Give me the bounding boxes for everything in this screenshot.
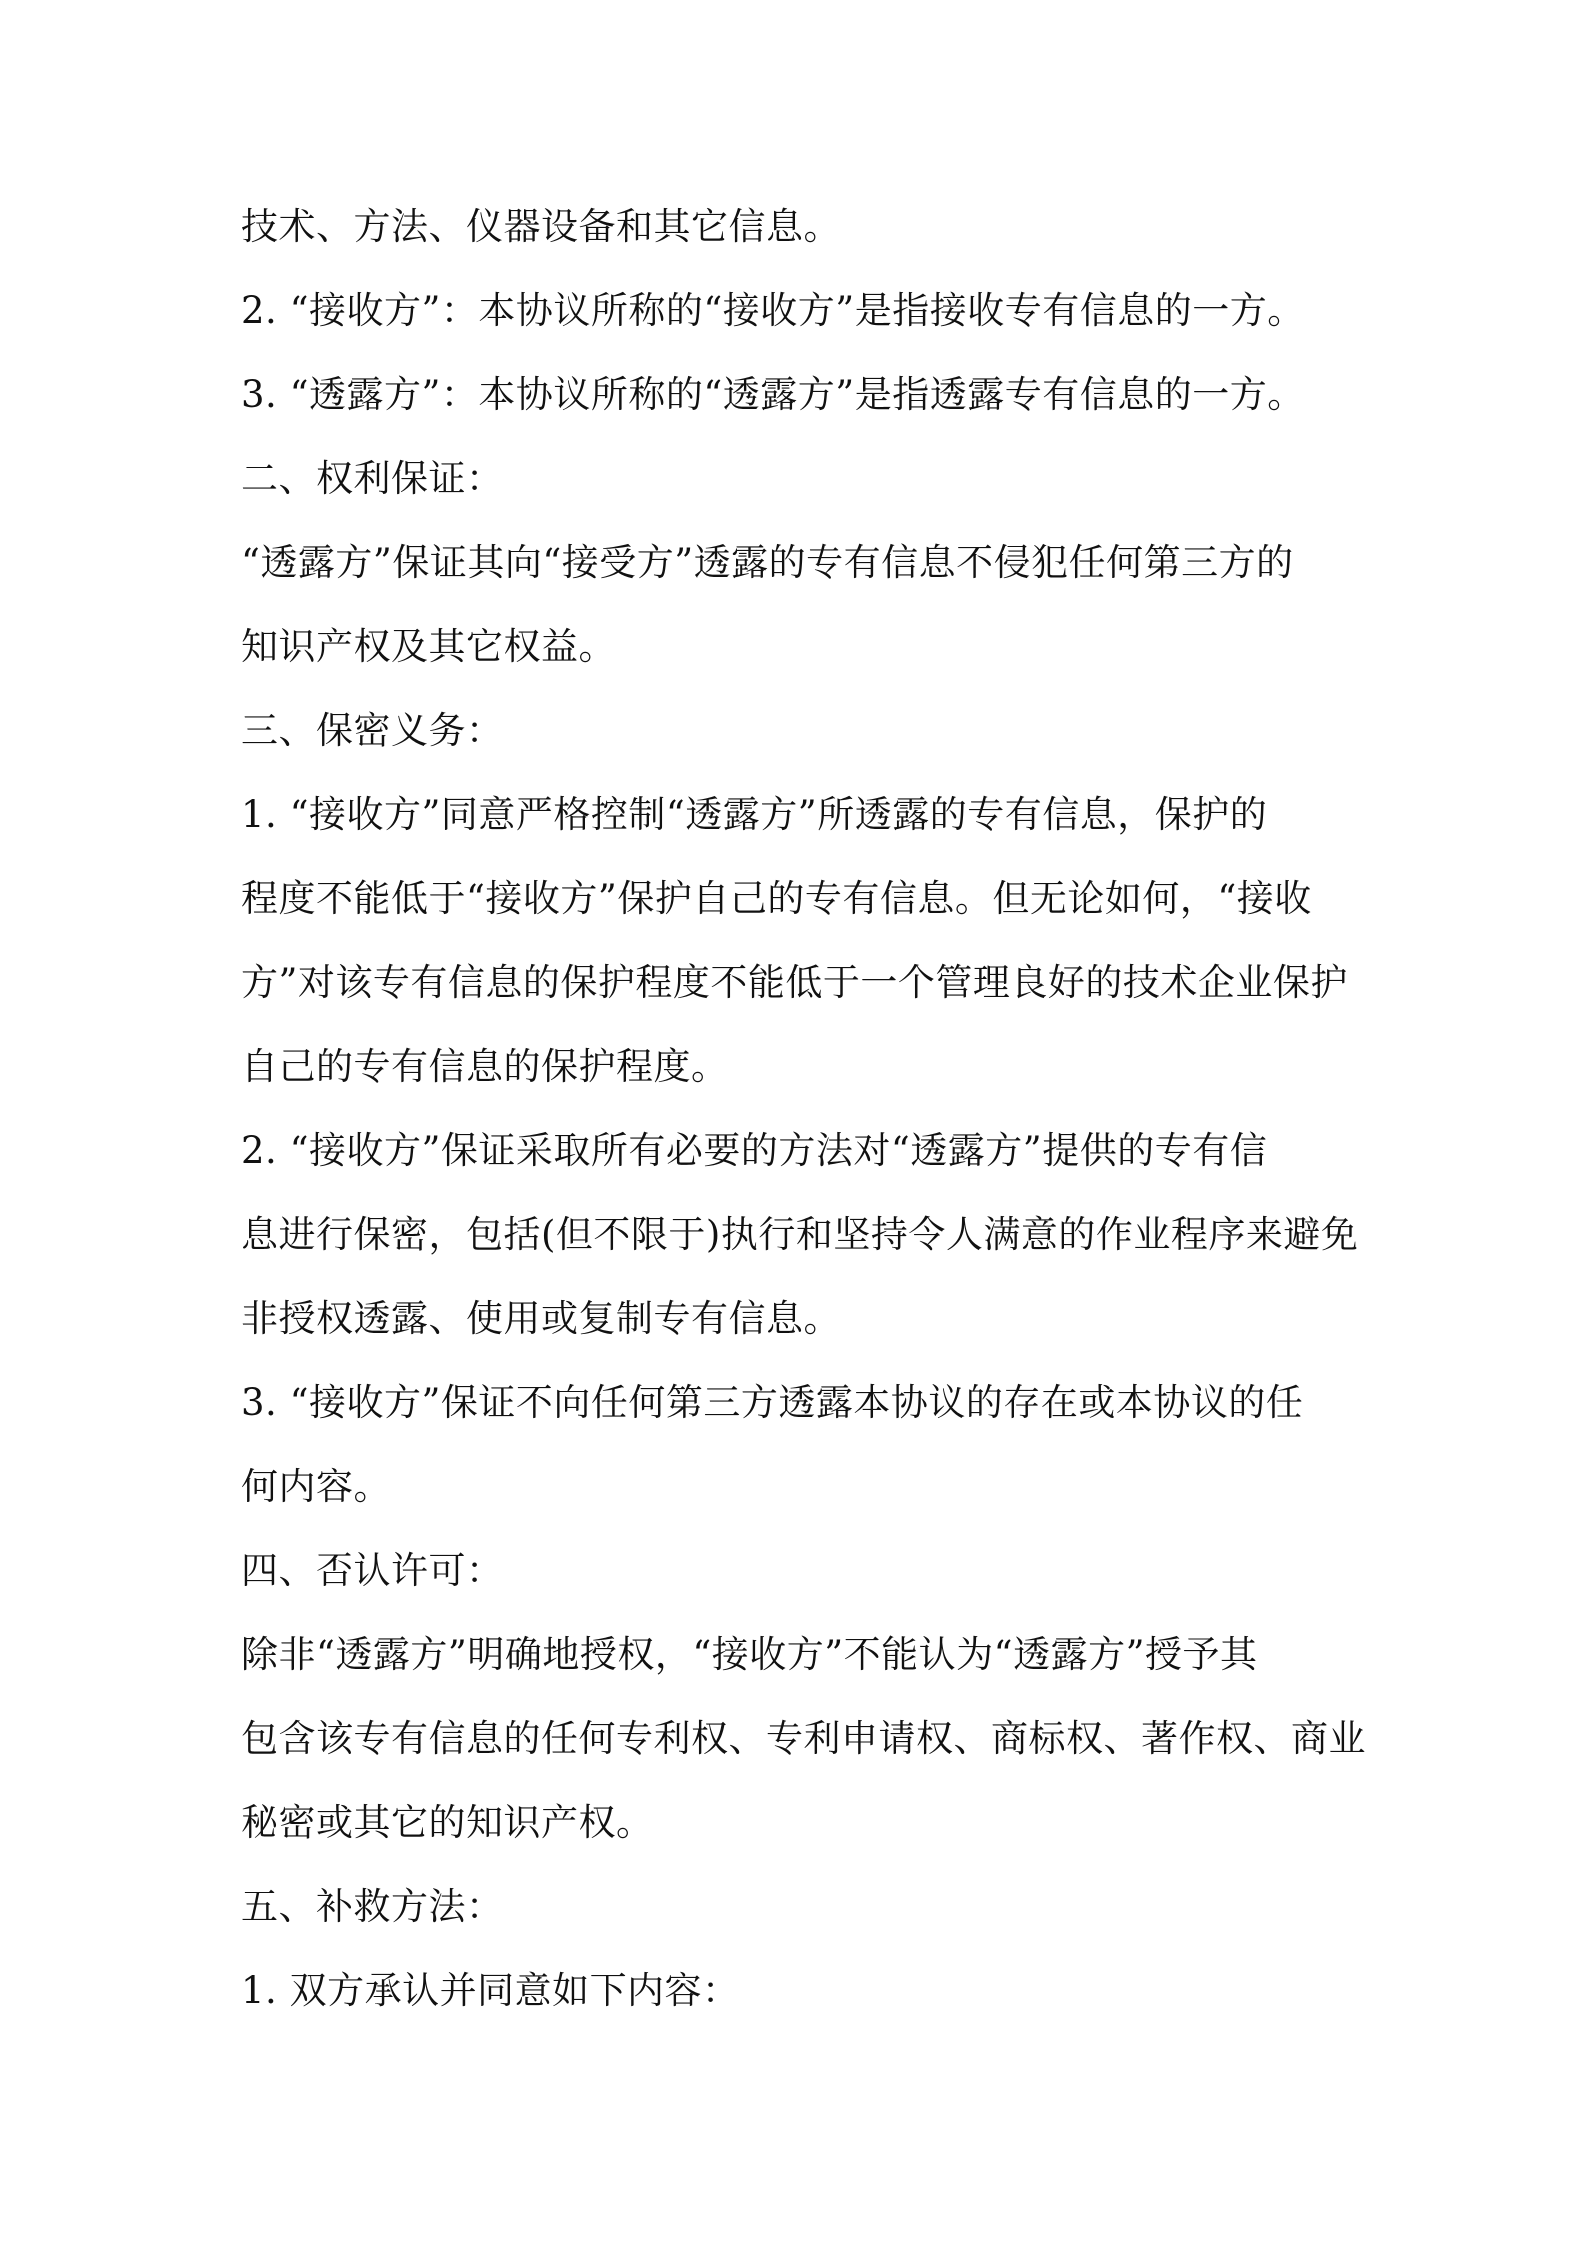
paragraph-line: 3. “接收方”保证不向任何第三方透露本协议的存在或本协议的任 xyxy=(241,1381,1304,1424)
paragraph-line: 息进行保密，包括(但不限于)执行和坚持令人满意的作业程序来避免 xyxy=(241,1213,1359,1256)
paragraph-line: 自己的专有信息的保护程度。 xyxy=(241,1045,729,1088)
section-heading-disclaimer: 四、否认许可： xyxy=(241,1549,504,1592)
paragraph-line: 秘密或其它的知识产权。 xyxy=(241,1801,654,1844)
section-heading-rights-guarantee: 二、权利保证： xyxy=(241,457,504,500)
definition-discloser: 3. “透露方”：本协议所称的“透露方”是指透露专有信息的一方。 xyxy=(241,373,1305,416)
paragraph-line: 除非“透露方”明确地授权，“接收方”不能认为“透露方”授予其 xyxy=(241,1633,1258,1676)
paragraph-line: 非授权透露、使用或复制专有信息。 xyxy=(241,1297,841,1340)
paragraph-line: 2. “接收方”保证采取所有必要的方法对“透露方”提供的专有信 xyxy=(241,1129,1268,1172)
section-heading-remedies: 五、补救方法： xyxy=(241,1885,504,1928)
section-heading-confidentiality: 三、保密义务： xyxy=(241,709,504,752)
paragraph-line: 何内容。 xyxy=(241,1465,391,1508)
paragraph-line: 1. “接收方”同意严格控制“透露方”所透露的专有信息，保护的 xyxy=(241,793,1268,836)
paragraph-line: 方”对该专有信息的保护程度不能低于一个管理良好的技术企业保护 xyxy=(241,961,1348,1004)
definition-receiver: 2. “接收方”：本协议所称的“接收方”是指接收专有信息的一方。 xyxy=(241,289,1305,332)
paragraph-line: 知识产权及其它权益。 xyxy=(241,625,616,668)
paragraph-line: 1. 双方承认并同意如下内容： xyxy=(241,1969,740,2012)
paragraph-line: 技术、方法、仪器设备和其它信息。 xyxy=(241,205,841,248)
paragraph-line: 包含该专有信息的任何专利权、专利申请权、商标权、著作权、商业 xyxy=(241,1717,1366,1760)
paragraph-line: 程度不能低于“接收方”保护自己的专有信息。但无论如何，“接收 xyxy=(241,877,1312,920)
paragraph-line: “透露方”保证其向“接受方”透露的专有信息不侵犯任何第三方的 xyxy=(241,541,1294,584)
